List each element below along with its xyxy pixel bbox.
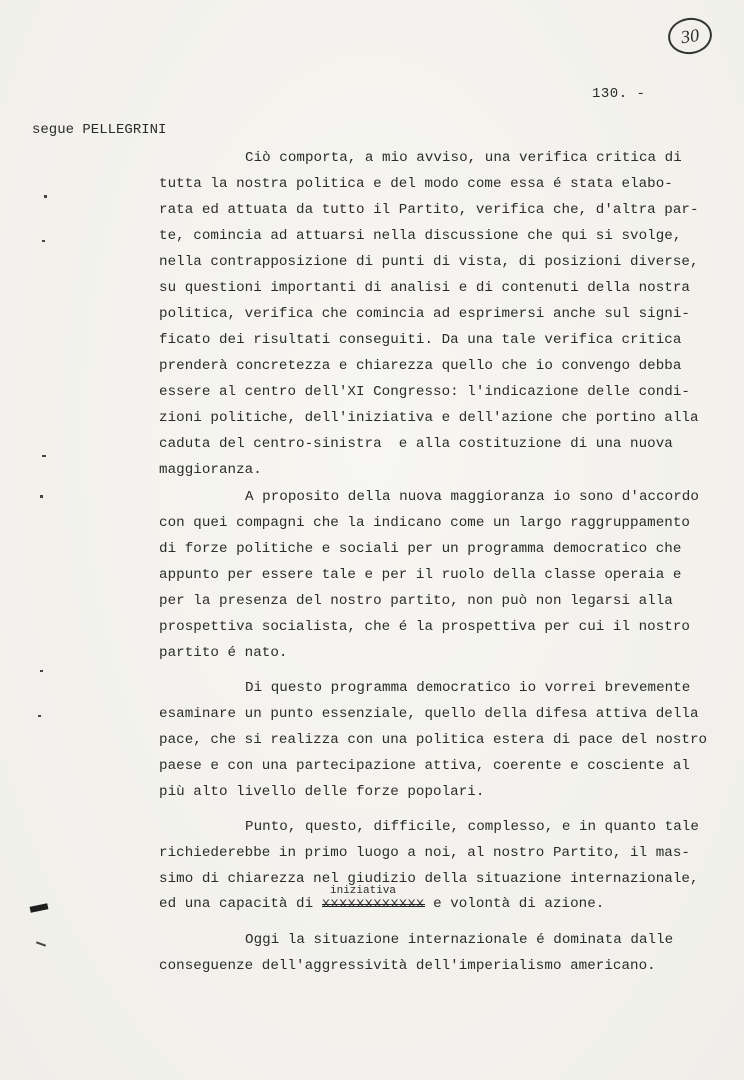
text-line: paese e con una partecipazione attiva, coerente e cosciente al — [159, 758, 690, 774]
text-line: più alto livello delle forze popolari. — [159, 784, 485, 800]
margin-mark — [40, 495, 43, 498]
margin-mark — [44, 195, 47, 198]
text-line: maggioranza. — [159, 462, 262, 478]
margin-mark — [40, 670, 43, 672]
margin-mark — [38, 715, 41, 717]
struck-out-word: xxxxxxxxxxxx — [321, 896, 425, 912]
text-line: ficato dei risultati conseguiti. Da una tale verifica critica — [159, 332, 682, 348]
text-line: te, comincia ad attuarsi nella discussione che qui si svolge, — [159, 228, 682, 244]
text-line: Oggi la situazione internazionale é dominata dalle — [245, 932, 674, 948]
text-line: essere al centro dell'XI Congresso: l'indicazione delle condi- — [159, 384, 690, 400]
text-line: zioni politiche, dell'iniziativa e dell'azione che portino alla — [159, 410, 699, 426]
text-line: simo di chiarezza nel giudizio della situazione internazionale, — [159, 871, 699, 887]
text-line: per la presenza del nostro partito, non può non legarsi alla — [159, 593, 673, 609]
text-line: tutta la nostra politica e del modo come essa é stata elabo- — [159, 176, 673, 192]
text-line: Ciò comporta, a mio avviso, una verifica critica di — [245, 150, 682, 166]
margin-mark — [42, 455, 46, 457]
text-line: appunto per essere tale e per il ruolo della classe operaia e — [159, 567, 682, 583]
text-line: A proposito della nuova maggioranza io sono d'accordo — [245, 489, 699, 505]
text-line: nella contrapposizione di punti di vista, di posizioni diverse, — [159, 254, 699, 270]
text-line: richiederebbe in primo luogo a noi, al nostro Partito, il mas- — [159, 845, 690, 861]
margin-mark — [36, 941, 46, 946]
text-line: caduta del centro-sinistra e alla costituzione di una nuova — [159, 436, 673, 452]
text-line: politica, verifica che comincia ad esprimersi anche sul signi- — [159, 306, 690, 322]
text-line: esaminare un punto essenziale, quello della difesa attiva della — [159, 706, 699, 722]
text-line: rata ed attuata da tutto il Partito, verifica che, d'altra par- — [159, 202, 699, 218]
text-line-with-correction — [159, 896, 604, 912]
handwritten-insert: iniziativa — [330, 885, 397, 897]
text-line: Punto, questo, difficile, complesso, e in quanto tale — [245, 819, 699, 835]
text-line: con quei compagni che la indicano come un largo raggruppamento — [159, 515, 690, 531]
text-line: prospettiva socialista, che é la prospettiva per cui il nostro — [159, 619, 690, 635]
text-segment: e volontà di azione. — [424, 896, 605, 912]
text-segment: ed una capacità di — [159, 896, 322, 912]
text-line: pace, che si realizza con una politica estera di pace del nostro — [159, 732, 708, 748]
page-number: 130. - — [592, 86, 646, 102]
text-line: partito é nato. — [159, 645, 288, 661]
text-line: su questioni importanti di analisi e di contenuti della nostra — [159, 280, 690, 296]
text-line: Di questo programma democratico io vorrei brevemente — [245, 680, 691, 696]
text-line: conseguenze dell'aggressività dell'imperialismo americano. — [159, 958, 656, 974]
margin-mark — [30, 903, 49, 913]
text-line: di forze politiche e sociali per un programma democratico che — [159, 541, 682, 557]
speaker-heading: segue PELLEGRINI — [32, 122, 167, 138]
margin-mark — [42, 240, 45, 242]
page-stamp: 30 — [666, 15, 715, 57]
text-line: prenderà concretezza e chiarezza quello che io convengo debba — [159, 358, 682, 374]
